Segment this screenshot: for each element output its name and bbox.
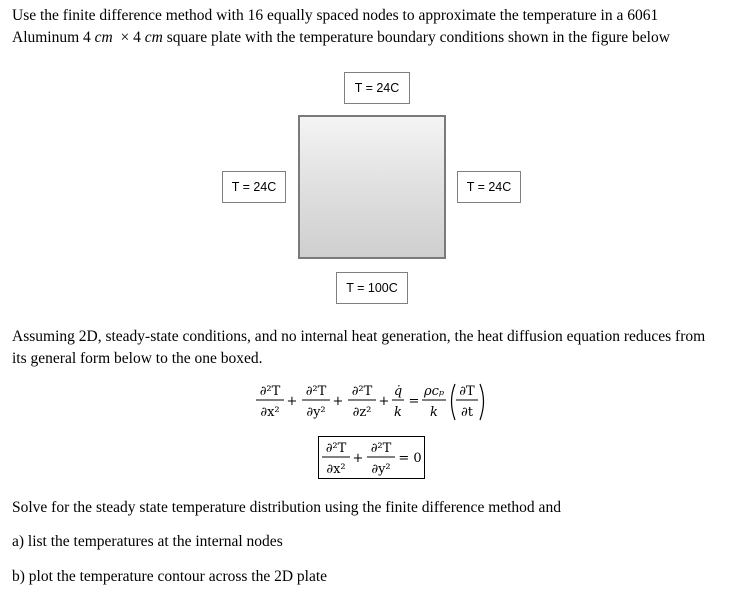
term3-numerator: ∂²T	[351, 384, 373, 399]
problem-text-1: Use the finite difference method with 16 equally spaced nodes to approximate the temperature in a 6061	[12, 7, 659, 24]
term4-numerator: q̇	[393, 384, 403, 399]
reduced-term1-numerator: ∂²T	[325, 441, 347, 456]
assumption-line-2: its general form below to the one boxed.	[12, 350, 263, 367]
square-plate	[298, 115, 446, 259]
reduced-term1-denominator: ∂x²	[326, 462, 346, 477]
top-boundary-label: T = 24C	[344, 72, 410, 104]
reduced-plus: +	[352, 451, 364, 466]
term5-denominator: k	[430, 405, 438, 420]
left-boundary-label: T = 24C	[222, 171, 286, 203]
reduced-term2-denominator: ∂y²	[371, 462, 391, 477]
reduced-heat-equation	[318, 436, 428, 480]
term6-numerator: ∂T	[459, 384, 475, 399]
plus-1: +	[286, 394, 298, 409]
problem-line-2	[12, 27, 670, 49]
task-a: a) list the temperatures at the internal nodes	[12, 533, 283, 550]
term2-numerator: ∂²T	[305, 384, 327, 399]
times-sign: × 4	[112, 29, 145, 46]
equals-sign: =	[408, 394, 420, 409]
plus-3: +	[378, 394, 390, 409]
reduced-term2-numerator: ∂²T	[370, 441, 392, 456]
term1-denominator: ∂x²	[260, 405, 280, 420]
problem-line-1	[12, 5, 658, 27]
general-heat-equation	[252, 378, 502, 426]
assumption-line-1: Assuming 2D, steady-state conditions, and no internal heat generation, the heat diffusion equation reduces from	[12, 328, 706, 345]
term6-denominator: ∂t	[461, 405, 473, 420]
bottom-boundary-label: T = 100C	[336, 272, 408, 304]
left-paren	[452, 384, 456, 420]
term5-numerator: ρcₚ	[423, 384, 445, 399]
term2-denominator: ∂y²	[306, 405, 326, 420]
problem-text-2b: square plate with the temperature boundary conditions shown in the figure below	[162, 29, 670, 46]
reduced-rhs: = 0	[398, 451, 422, 466]
unit-cm-1: cm	[94, 29, 113, 46]
unit-cm-2: cm	[144, 29, 163, 46]
right-boundary-label: T = 24C	[457, 171, 521, 203]
right-paren	[480, 384, 484, 420]
term1-numerator: ∂²T	[259, 384, 281, 399]
problem-text-2a: Aluminum 4	[12, 29, 95, 46]
term4-denominator: k	[394, 405, 402, 420]
task-intro: Solve for the steady state temperature distribution using the finite difference method and	[12, 499, 561, 516]
term3-denominator: ∂z²	[352, 405, 372, 420]
task-b: b) plot the temperature contour across the 2D plate	[12, 568, 328, 585]
plus-2: +	[332, 394, 344, 409]
